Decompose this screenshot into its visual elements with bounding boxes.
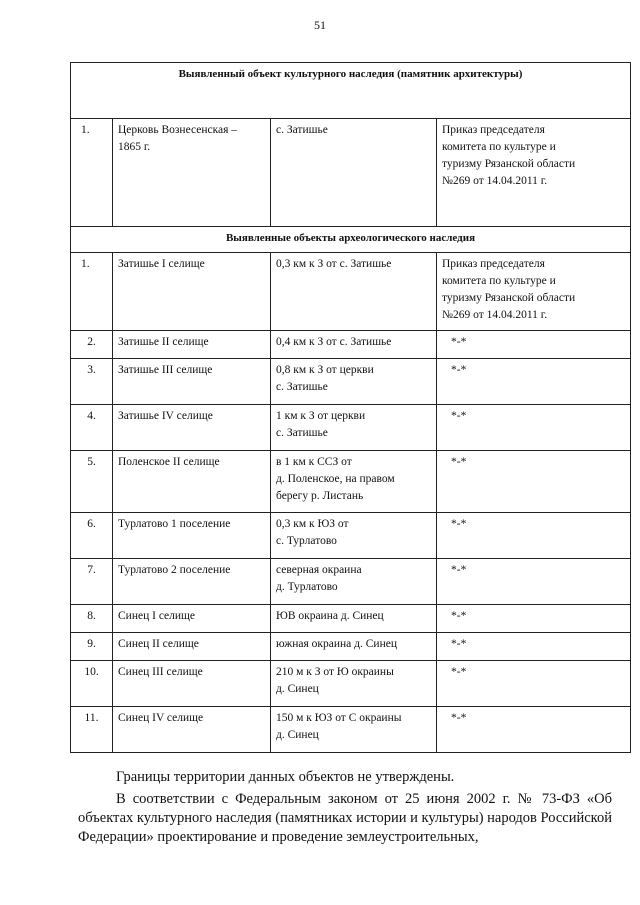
- row-number: 11.: [71, 707, 113, 753]
- architecture-section-header: [71, 63, 631, 119]
- object-name: Церковь Вознесенская – 1865 г.: [113, 119, 271, 227]
- architecture-section-title: Выявленный объект культурного наследия (памятник архитектуры): [71, 63, 631, 119]
- object-location: 1 км к З от церкви с. Затишье: [271, 405, 437, 451]
- object-document: *-*: [437, 707, 631, 753]
- object-document: Приказ председателя комитета по культуре и туризму Рязанской области №269 от 14.04.2011 г.: [437, 119, 631, 227]
- paragraph-boundaries-note: Границы территории данных объектов не утверждены.: [116, 769, 455, 785]
- table-row: [71, 559, 631, 605]
- object-name: Затишье II селище: [113, 331, 271, 359]
- object-location: с. Затишье: [271, 119, 437, 227]
- object-name: Затишье I селище: [113, 253, 271, 331]
- object-location: 0,8 км к З от церкви с. Затишье: [271, 359, 437, 405]
- heritage-objects-table: [70, 62, 631, 753]
- object-document: *-*: [437, 559, 631, 605]
- row-number: 6.: [71, 513, 113, 559]
- object-location: 0,4 км к З от с. Затишье: [271, 331, 437, 359]
- object-location: 0,3 км к З от с. Затишье: [271, 253, 437, 331]
- row-number: 9.: [71, 633, 113, 661]
- object-document: *-*: [437, 359, 631, 405]
- object-document: *-*: [437, 405, 631, 451]
- row-number: 8.: [71, 605, 113, 633]
- row-number: 1.: [71, 253, 113, 331]
- object-name: Турлатово 1 поселение: [113, 513, 271, 559]
- row-number: 1.: [71, 119, 113, 227]
- object-name: Поленское II селище: [113, 451, 271, 513]
- table-row: [71, 253, 631, 331]
- object-name: Синец IV селище: [113, 707, 271, 753]
- object-name: Турлатово 2 поселение: [113, 559, 271, 605]
- object-name: Синец III селище: [113, 661, 271, 707]
- table-row: [71, 119, 631, 227]
- object-document: *-*: [437, 605, 631, 633]
- object-location: ЮВ окраина д. Синец: [271, 605, 437, 633]
- object-name: Синец I селище: [113, 605, 271, 633]
- object-document: *-*: [437, 513, 631, 559]
- object-document: *-*: [437, 451, 631, 513]
- object-location: 210 м к З от Ю окраины д. Синец: [271, 661, 437, 707]
- table-row: [71, 513, 631, 559]
- object-location: южная окраина д. Синец: [271, 633, 437, 661]
- body-text: [78, 768, 612, 847]
- page-number: 51: [314, 18, 326, 32]
- row-number: 10.: [71, 661, 113, 707]
- object-document: *-*: [437, 661, 631, 707]
- table-row: [71, 605, 631, 633]
- table-row: [71, 405, 631, 451]
- row-number: 3.: [71, 359, 113, 405]
- table-row: [71, 661, 631, 707]
- object-name: Затишье IV селище: [113, 405, 271, 451]
- object-location: северная окраина д. Турлатово: [271, 559, 437, 605]
- paragraph-federal-law: В соответствии с Федеральным законом от 25 июня 2002 г. № 73-ФЗ «Об объектах культурного наследия (памятниках истории и культуры) народов Российской Федерации» проектирование и проведение землеустроительных,: [78, 791, 612, 845]
- object-document: Приказ председателя комитета по культуре и туризму Рязанской области №269 от 14.04.2011 г.: [437, 253, 631, 331]
- object-document: *-*: [437, 331, 631, 359]
- row-number: 2.: [71, 331, 113, 359]
- object-location: 0,3 км к ЮЗ от с. Турлатово: [271, 513, 437, 559]
- row-number: 7.: [71, 559, 113, 605]
- object-location: 150 м к ЮЗ от С окраины д. Синец: [271, 707, 437, 753]
- object-name: Синец II селище: [113, 633, 271, 661]
- archaeology-section-header: [71, 227, 631, 253]
- object-location: в 1 км к ССЗ от д. Поленское, на правом берегу р. Листань: [271, 451, 437, 513]
- row-number: 5.: [71, 451, 113, 513]
- table-row: [71, 451, 631, 513]
- table-row: [71, 707, 631, 753]
- archaeology-section-title: Выявленные объекты археологического наследия: [71, 227, 631, 253]
- table-row: [71, 359, 631, 405]
- object-name: Затишье III селище: [113, 359, 271, 405]
- object-document: *-*: [437, 633, 631, 661]
- row-number: 4.: [71, 405, 113, 451]
- table-row: [71, 633, 631, 661]
- table-row: [71, 331, 631, 359]
